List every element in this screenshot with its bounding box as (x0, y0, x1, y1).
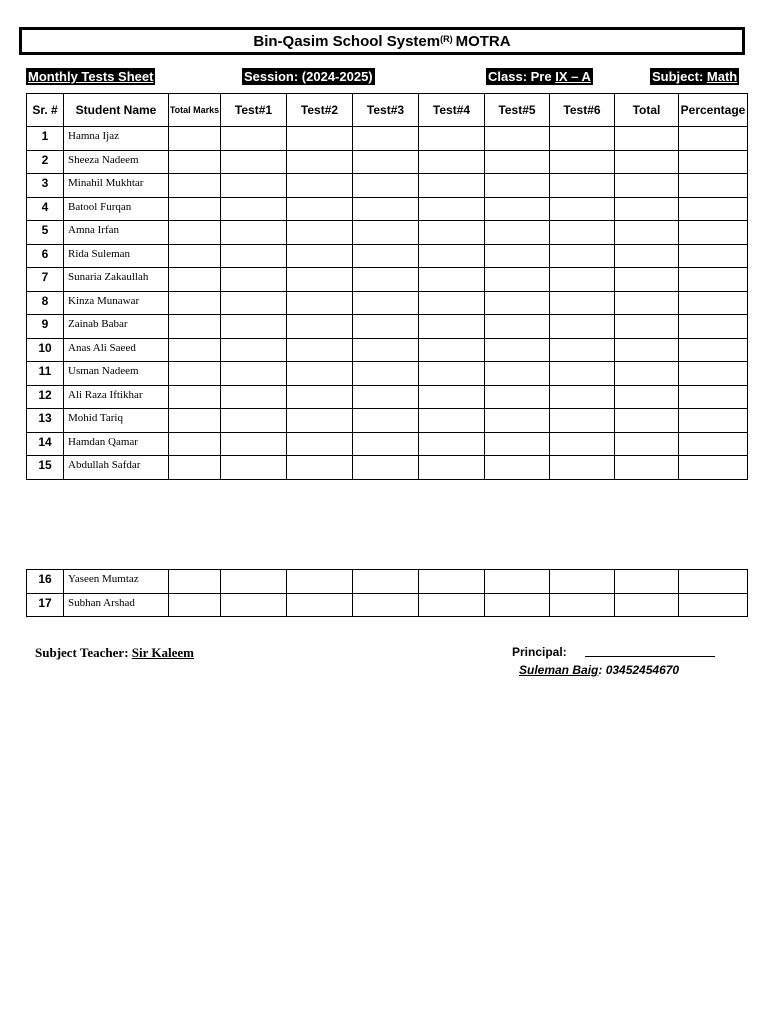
total-marks-cell (169, 127, 221, 151)
test6-cell (550, 338, 615, 362)
test4-cell (419, 362, 485, 386)
test4-cell (419, 291, 485, 315)
subject-prefix: Subject: (652, 69, 707, 84)
test3-cell (353, 315, 419, 339)
table-row (27, 221, 748, 245)
student-name-cell: Amna Irfan (64, 221, 169, 245)
test2-cell (287, 268, 353, 292)
test1-cell (221, 570, 287, 594)
test5-cell (485, 362, 550, 386)
test4-cell (419, 315, 485, 339)
total-marks-cell (169, 570, 221, 594)
sr-number-cell: 14 (27, 432, 64, 456)
total-cell (615, 409, 679, 433)
test6-cell (550, 432, 615, 456)
col-header-student-name: Student Name (64, 94, 169, 127)
test2-cell (287, 221, 353, 245)
principal-label: Principal: (512, 645, 567, 659)
percentage-cell (679, 197, 748, 221)
test4-cell (419, 268, 485, 292)
total-cell (615, 570, 679, 594)
sr-number-cell: 10 (27, 338, 64, 362)
test3-cell (353, 385, 419, 409)
test6-cell (550, 593, 615, 617)
col-header-test3: Test#3 (353, 94, 419, 127)
test1-cell (221, 291, 287, 315)
test4-cell (419, 385, 485, 409)
test2-cell (287, 174, 353, 198)
percentage-cell (679, 174, 748, 198)
total-cell (615, 456, 679, 480)
test4-cell (419, 197, 485, 221)
sr-number-cell: 8 (27, 291, 64, 315)
sr-number-cell: 16 (27, 570, 64, 594)
test3-cell (353, 150, 419, 174)
percentage-cell (679, 385, 748, 409)
subject-teacher (35, 645, 194, 661)
total-cell (615, 150, 679, 174)
sr-number-cell: 4 (27, 197, 64, 221)
table-row (27, 268, 748, 292)
student-name-cell: Subhan Arshad (64, 593, 169, 617)
table-row (27, 127, 748, 151)
test3-cell (353, 127, 419, 151)
test1-cell (221, 127, 287, 151)
col-header-test1: Test#1 (221, 94, 287, 127)
total-cell (615, 315, 679, 339)
test3-cell (353, 362, 419, 386)
test2-cell (287, 432, 353, 456)
principal-info (519, 663, 679, 677)
test1-cell (221, 268, 287, 292)
test2-cell (287, 593, 353, 617)
sheet-title-box (19, 27, 745, 55)
sr-number-cell: 7 (27, 268, 64, 292)
test1-cell (221, 244, 287, 268)
test2-cell (287, 127, 353, 151)
percentage-cell (679, 409, 748, 433)
percentage-cell (679, 338, 748, 362)
total-marks-cell (169, 244, 221, 268)
test4-cell (419, 174, 485, 198)
student-name-cell: Hamdan Qamar (64, 432, 169, 456)
total-cell (615, 593, 679, 617)
marks-table-body (27, 127, 748, 480)
test3-cell (353, 197, 419, 221)
campus-name: MOTRA (455, 32, 511, 50)
test5-cell (485, 150, 550, 174)
test5-cell (485, 291, 550, 315)
col-header-percentage: Percentage (679, 94, 748, 127)
test3-cell (353, 268, 419, 292)
total-cell (615, 385, 679, 409)
teacher-label: Subject Teacher: (35, 645, 132, 660)
total-marks-cell (169, 338, 221, 362)
sr-number-cell: 6 (27, 244, 64, 268)
col-header-test4: Test#4 (419, 94, 485, 127)
total-cell (615, 221, 679, 245)
percentage-cell (679, 127, 748, 151)
sr-number-cell: 3 (27, 174, 64, 198)
test6-cell (550, 174, 615, 198)
test6-cell (550, 409, 615, 433)
student-name-cell: Yaseen Mumtaz (64, 570, 169, 594)
student-name-cell: Sheeza Nadeem (64, 150, 169, 174)
test2-cell (287, 570, 353, 594)
test2-cell (287, 362, 353, 386)
test5-cell (485, 385, 550, 409)
percentage-cell (679, 362, 748, 386)
sr-number-cell: 2 (27, 150, 64, 174)
sr-number-cell: 9 (27, 315, 64, 339)
session-label: Session: (2024-2025) (244, 69, 373, 84)
table-row (27, 315, 748, 339)
student-name-cell: Mohid Tariq (64, 409, 169, 433)
table-row (27, 174, 748, 198)
test2-cell (287, 244, 353, 268)
test4-cell (419, 150, 485, 174)
total-cell (615, 362, 679, 386)
test1-cell (221, 221, 287, 245)
sr-number-cell: 15 (27, 456, 64, 480)
test4-cell (419, 456, 485, 480)
test3-cell (353, 338, 419, 362)
sr-number-cell: 13 (27, 409, 64, 433)
table-row (27, 338, 748, 362)
total-cell (615, 127, 679, 151)
total-marks-cell (169, 432, 221, 456)
col-header-test6: Test#6 (550, 94, 615, 127)
total-cell (615, 268, 679, 292)
test6-cell (550, 362, 615, 386)
percentage-cell (679, 244, 748, 268)
percentage-cell (679, 150, 748, 174)
student-name-cell: Rida Suleman (64, 244, 169, 268)
student-name-cell: Batool Furqan (64, 197, 169, 221)
total-marks-cell (169, 362, 221, 386)
test3-cell (353, 221, 419, 245)
total-cell (615, 338, 679, 362)
table-row (27, 291, 748, 315)
col-header-test2: Test#2 (287, 94, 353, 127)
test6-cell (550, 150, 615, 174)
test5-cell (485, 338, 550, 362)
test5-cell (485, 315, 550, 339)
test5-cell (485, 197, 550, 221)
test6-cell (550, 197, 615, 221)
total-cell (615, 197, 679, 221)
table-row (27, 570, 748, 594)
test4-cell (419, 127, 485, 151)
test1-cell (221, 197, 287, 221)
col-header-sr: Sr. # (27, 94, 64, 127)
test1-cell (221, 338, 287, 362)
sheet-type-label: Monthly Tests Sheet (28, 69, 154, 84)
total-marks-cell (169, 291, 221, 315)
test5-cell (485, 174, 550, 198)
sr-number-cell: 12 (27, 385, 64, 409)
test5-cell (485, 570, 550, 594)
test6-cell (550, 244, 615, 268)
student-name-cell: Kinza Munawar (64, 291, 169, 315)
test3-cell (353, 174, 419, 198)
test6-cell (550, 315, 615, 339)
test6-cell (550, 291, 615, 315)
test5-cell (485, 456, 550, 480)
principal-signature-line (585, 656, 715, 657)
test5-cell (485, 127, 550, 151)
info-row (0, 68, 768, 86)
test2-cell (287, 291, 353, 315)
test4-cell (419, 570, 485, 594)
test6-cell (550, 221, 615, 245)
total-marks-cell (169, 456, 221, 480)
test3-cell (353, 570, 419, 594)
test6-cell (550, 127, 615, 151)
principal-name: Suleman Baig (519, 663, 599, 677)
marks-table (26, 93, 748, 480)
table-row (27, 432, 748, 456)
student-name-cell: Anas Ali Saeed (64, 338, 169, 362)
total-cell (615, 244, 679, 268)
test1-cell (221, 432, 287, 456)
table-row (27, 456, 748, 480)
test5-cell (485, 593, 550, 617)
test1-cell (221, 385, 287, 409)
test6-cell (550, 385, 615, 409)
test1-cell (221, 315, 287, 339)
test3-cell (353, 409, 419, 433)
test1-cell (221, 150, 287, 174)
test4-cell (419, 338, 485, 362)
registered-mark: (R) (440, 34, 453, 44)
table-row (27, 150, 748, 174)
test4-cell (419, 593, 485, 617)
test5-cell (485, 268, 550, 292)
total-marks-cell (169, 315, 221, 339)
test2-cell (287, 315, 353, 339)
student-name-cell: Usman Nadeem (64, 362, 169, 386)
test2-cell (287, 456, 353, 480)
col-header-test5: Test#5 (485, 94, 550, 127)
total-cell (615, 432, 679, 456)
col-header-total-marks: Total Marks (169, 94, 221, 127)
total-marks-cell (169, 174, 221, 198)
student-name-cell: Abdullah Safdar (64, 456, 169, 480)
total-marks-cell (169, 385, 221, 409)
test1-cell (221, 409, 287, 433)
table-row (27, 593, 748, 617)
test4-cell (419, 409, 485, 433)
test1-cell (221, 456, 287, 480)
total-marks-cell (169, 221, 221, 245)
teacher-name: Sir Kaleem (131, 645, 195, 660)
table-header-row (27, 94, 748, 127)
student-name-cell: Ali Raza Iftikhar (64, 385, 169, 409)
table-row (27, 409, 748, 433)
test4-cell (419, 432, 485, 456)
total-marks-cell (169, 268, 221, 292)
test5-cell (485, 432, 550, 456)
principal-phone: : 03452454670 (598, 663, 680, 677)
percentage-cell (679, 315, 748, 339)
percentage-cell (679, 456, 748, 480)
test4-cell (419, 221, 485, 245)
student-name-cell: Sunaria Zakaullah (64, 268, 169, 292)
table-row (27, 362, 748, 386)
table-row (27, 244, 748, 268)
student-name-cell: Zainab Babar (64, 315, 169, 339)
test5-cell (485, 409, 550, 433)
total-marks-cell (169, 150, 221, 174)
student-name-cell: Hamna Ijaz (64, 127, 169, 151)
table-row (27, 197, 748, 221)
percentage-cell (679, 268, 748, 292)
test1-cell (221, 362, 287, 386)
sr-number-cell: 17 (27, 593, 64, 617)
table-row (27, 385, 748, 409)
total-marks-cell (169, 197, 221, 221)
test3-cell (353, 291, 419, 315)
percentage-cell (679, 221, 748, 245)
test2-cell (287, 150, 353, 174)
subject-value: Math (706, 69, 738, 84)
test5-cell (485, 221, 550, 245)
total-marks-cell (169, 409, 221, 433)
test3-cell (353, 244, 419, 268)
test2-cell (287, 385, 353, 409)
class-label (486, 68, 593, 85)
test3-cell (353, 456, 419, 480)
marks-table-continued (26, 569, 748, 617)
marks-table-continued-body (27, 570, 748, 617)
col-header-total: Total (615, 94, 679, 127)
test3-cell (353, 593, 419, 617)
sr-number-cell: 11 (27, 362, 64, 386)
percentage-cell (679, 593, 748, 617)
class-prefix: Class: Pre (488, 69, 556, 84)
test3-cell (353, 432, 419, 456)
percentage-cell (679, 570, 748, 594)
percentage-cell (679, 432, 748, 456)
test6-cell (550, 268, 615, 292)
sr-number-cell: 1 (27, 127, 64, 151)
test1-cell (221, 174, 287, 198)
test2-cell (287, 197, 353, 221)
test6-cell (550, 570, 615, 594)
student-name-cell: Minahil Mukhtar (64, 174, 169, 198)
sr-number-cell: 5 (27, 221, 64, 245)
class-value: IX – A (555, 69, 591, 84)
test2-cell (287, 409, 353, 433)
test5-cell (485, 244, 550, 268)
total-cell (615, 174, 679, 198)
school-name: Bin-Qasim School System (253, 32, 441, 50)
percentage-cell (679, 291, 748, 315)
subject-label (650, 68, 739, 85)
total-cell (615, 291, 679, 315)
test2-cell (287, 338, 353, 362)
test6-cell (550, 456, 615, 480)
total-marks-cell (169, 593, 221, 617)
test4-cell (419, 244, 485, 268)
test1-cell (221, 593, 287, 617)
